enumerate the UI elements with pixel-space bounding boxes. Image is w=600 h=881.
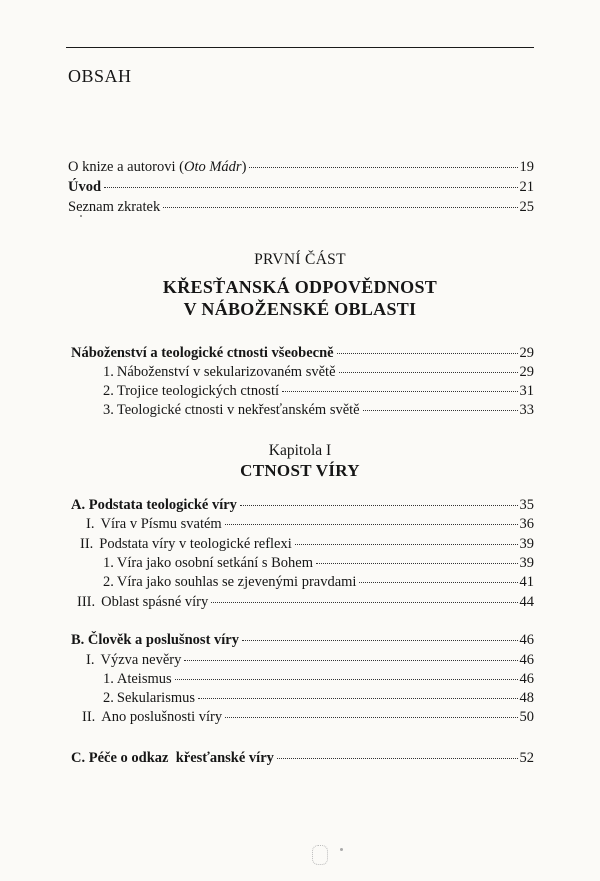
toc-entry-label: Trojice teologických ctností bbox=[116, 383, 280, 399]
toc-page-number: 39 bbox=[519, 536, 534, 552]
toc-page-number: 46 bbox=[519, 671, 534, 687]
toc-entry-number: 2. bbox=[103, 690, 114, 706]
toc-entry-label: Ateismus bbox=[116, 671, 172, 687]
dot-leader bbox=[175, 679, 518, 680]
dot-leader bbox=[225, 524, 518, 525]
top-rule bbox=[66, 47, 534, 48]
dot-leader bbox=[184, 660, 517, 661]
toc-entry-number: 1. bbox=[103, 671, 114, 687]
toc-subentry bbox=[103, 690, 534, 707]
toc-page-number: 19 bbox=[519, 159, 534, 175]
toc-page-number: 44 bbox=[519, 594, 534, 610]
toc-entry-label: Teologické ctnosti v nekřesťanském světě bbox=[116, 402, 360, 418]
toc-page-number: 29 bbox=[519, 345, 534, 361]
toc-page-number: 46 bbox=[519, 652, 534, 668]
dot-leader bbox=[163, 207, 517, 208]
toc-subentry bbox=[103, 364, 534, 381]
toc-page-number: 31 bbox=[519, 383, 534, 399]
toc-page-number: 52 bbox=[519, 750, 534, 766]
toc-entry-number: 3. bbox=[103, 402, 114, 418]
dot-leader bbox=[337, 353, 518, 354]
toc-entry-number: 1. bbox=[103, 364, 114, 380]
toc-entry-label: Výzva nevěry bbox=[100, 652, 182, 668]
toc-subentry bbox=[82, 709, 534, 726]
part-label: PRVNÍ ČÁST bbox=[254, 251, 346, 268]
toc-section-title: B. Člověk a poslušnost víry bbox=[71, 632, 239, 648]
toc-page-number: 50 bbox=[519, 709, 534, 725]
dot-leader bbox=[295, 544, 518, 545]
toc-page-number: 39 bbox=[519, 555, 534, 571]
dot-leader bbox=[277, 758, 518, 759]
toc-subentry bbox=[103, 574, 534, 591]
toc-entry-author-name: Oto Mádr bbox=[183, 159, 242, 175]
toc-entry-abbreviations bbox=[68, 199, 534, 216]
toc-page-number: 33 bbox=[519, 402, 534, 418]
toc-section-title: C. Péče o odkaz křesťanské víry bbox=[71, 750, 274, 766]
toc-page-number: 46 bbox=[519, 632, 534, 648]
toc-subentry bbox=[77, 594, 534, 611]
toc-section-religion bbox=[71, 345, 534, 362]
toc-entry-about-book bbox=[68, 159, 534, 176]
toc-entry-label-suffix: ) bbox=[241, 159, 247, 175]
toc-section-a bbox=[71, 497, 534, 514]
toc-entry-label: Ano poslušnosti víry bbox=[101, 709, 223, 725]
toc-page-number: 25 bbox=[519, 199, 534, 215]
dot-leader bbox=[198, 698, 517, 699]
toc-entry-label: Úvod bbox=[68, 179, 102, 195]
page-heading: OBSAH bbox=[68, 66, 132, 86]
dot-leader bbox=[249, 167, 517, 168]
dot-leader bbox=[339, 372, 518, 373]
toc-entry-introduction bbox=[68, 179, 534, 196]
dot-leader bbox=[225, 717, 517, 718]
part-title-line-1: KŘESŤANSKÁ ODPOVĚDNOST bbox=[162, 277, 438, 297]
toc-subentry bbox=[86, 652, 534, 669]
toc-subentry bbox=[86, 516, 534, 533]
toc-entry-number: I. bbox=[86, 652, 95, 668]
toc-entry-label: O knize a autorovi ( bbox=[68, 159, 184, 175]
toc-entry-number: II. bbox=[82, 709, 96, 725]
dot-leader bbox=[211, 602, 517, 603]
dot-leader bbox=[240, 505, 518, 506]
toc-entry-label: Seznam zkratek bbox=[68, 199, 161, 215]
chapter-title: CTNOST VÍRY bbox=[240, 461, 360, 480]
toc-entry-number: II. bbox=[80, 536, 94, 552]
toc-entry-label: Podstata víry v teologické reflexi bbox=[99, 536, 292, 552]
toc-section-c bbox=[71, 750, 534, 767]
dot-leader bbox=[363, 410, 518, 411]
dot-leader bbox=[242, 640, 518, 641]
toc-entry-number: 1. bbox=[103, 555, 114, 571]
toc-entry-label: Náboženství v sekularizovaném světě bbox=[116, 364, 336, 380]
toc-entry-number: III. bbox=[77, 594, 96, 610]
toc-entry-label: Víra jako osobní setkání s Bohem bbox=[116, 555, 314, 571]
toc-subentry bbox=[80, 536, 534, 553]
toc-entry-label: Víra v Písmu svatém bbox=[100, 516, 222, 532]
toc-section-title: A. Podstata teologické víry bbox=[71, 497, 237, 513]
dot-leader bbox=[359, 582, 517, 583]
toc-entry-label: Oblast spásné víry bbox=[101, 594, 209, 610]
toc-page-number: 21 bbox=[519, 179, 534, 195]
dot-leader bbox=[316, 563, 517, 564]
toc-entry-number: I. bbox=[86, 516, 95, 532]
toc-entry-label: Sekularismus bbox=[116, 690, 196, 706]
toc-section-title: Náboženství a teologické ctnosti všeobecně bbox=[71, 345, 334, 361]
toc-subentry bbox=[103, 383, 534, 400]
toc-section-b bbox=[71, 632, 534, 649]
toc-subentry bbox=[103, 402, 534, 419]
toc-entry-label: Víra jako souhlas se zjevenými pravdami bbox=[116, 574, 357, 590]
chapter-label: Kapitola I bbox=[268, 442, 332, 459]
toc-page-number: 36 bbox=[519, 516, 534, 532]
dot-leader bbox=[282, 391, 517, 392]
toc-page-number: 48 bbox=[519, 690, 534, 706]
part-title-line-2: V NÁBOŽENSKÉ OBLASTI bbox=[183, 299, 417, 319]
toc-subentry bbox=[103, 555, 534, 572]
toc-page-number: 29 bbox=[519, 364, 534, 380]
toc-subentry bbox=[103, 671, 534, 688]
toc-entry-number: 2. bbox=[103, 383, 114, 399]
toc-entry-number: 2. bbox=[103, 574, 114, 590]
toc-page-number: 41 bbox=[519, 574, 534, 590]
dot-leader bbox=[104, 187, 517, 188]
toc-page-number: 35 bbox=[519, 497, 534, 513]
